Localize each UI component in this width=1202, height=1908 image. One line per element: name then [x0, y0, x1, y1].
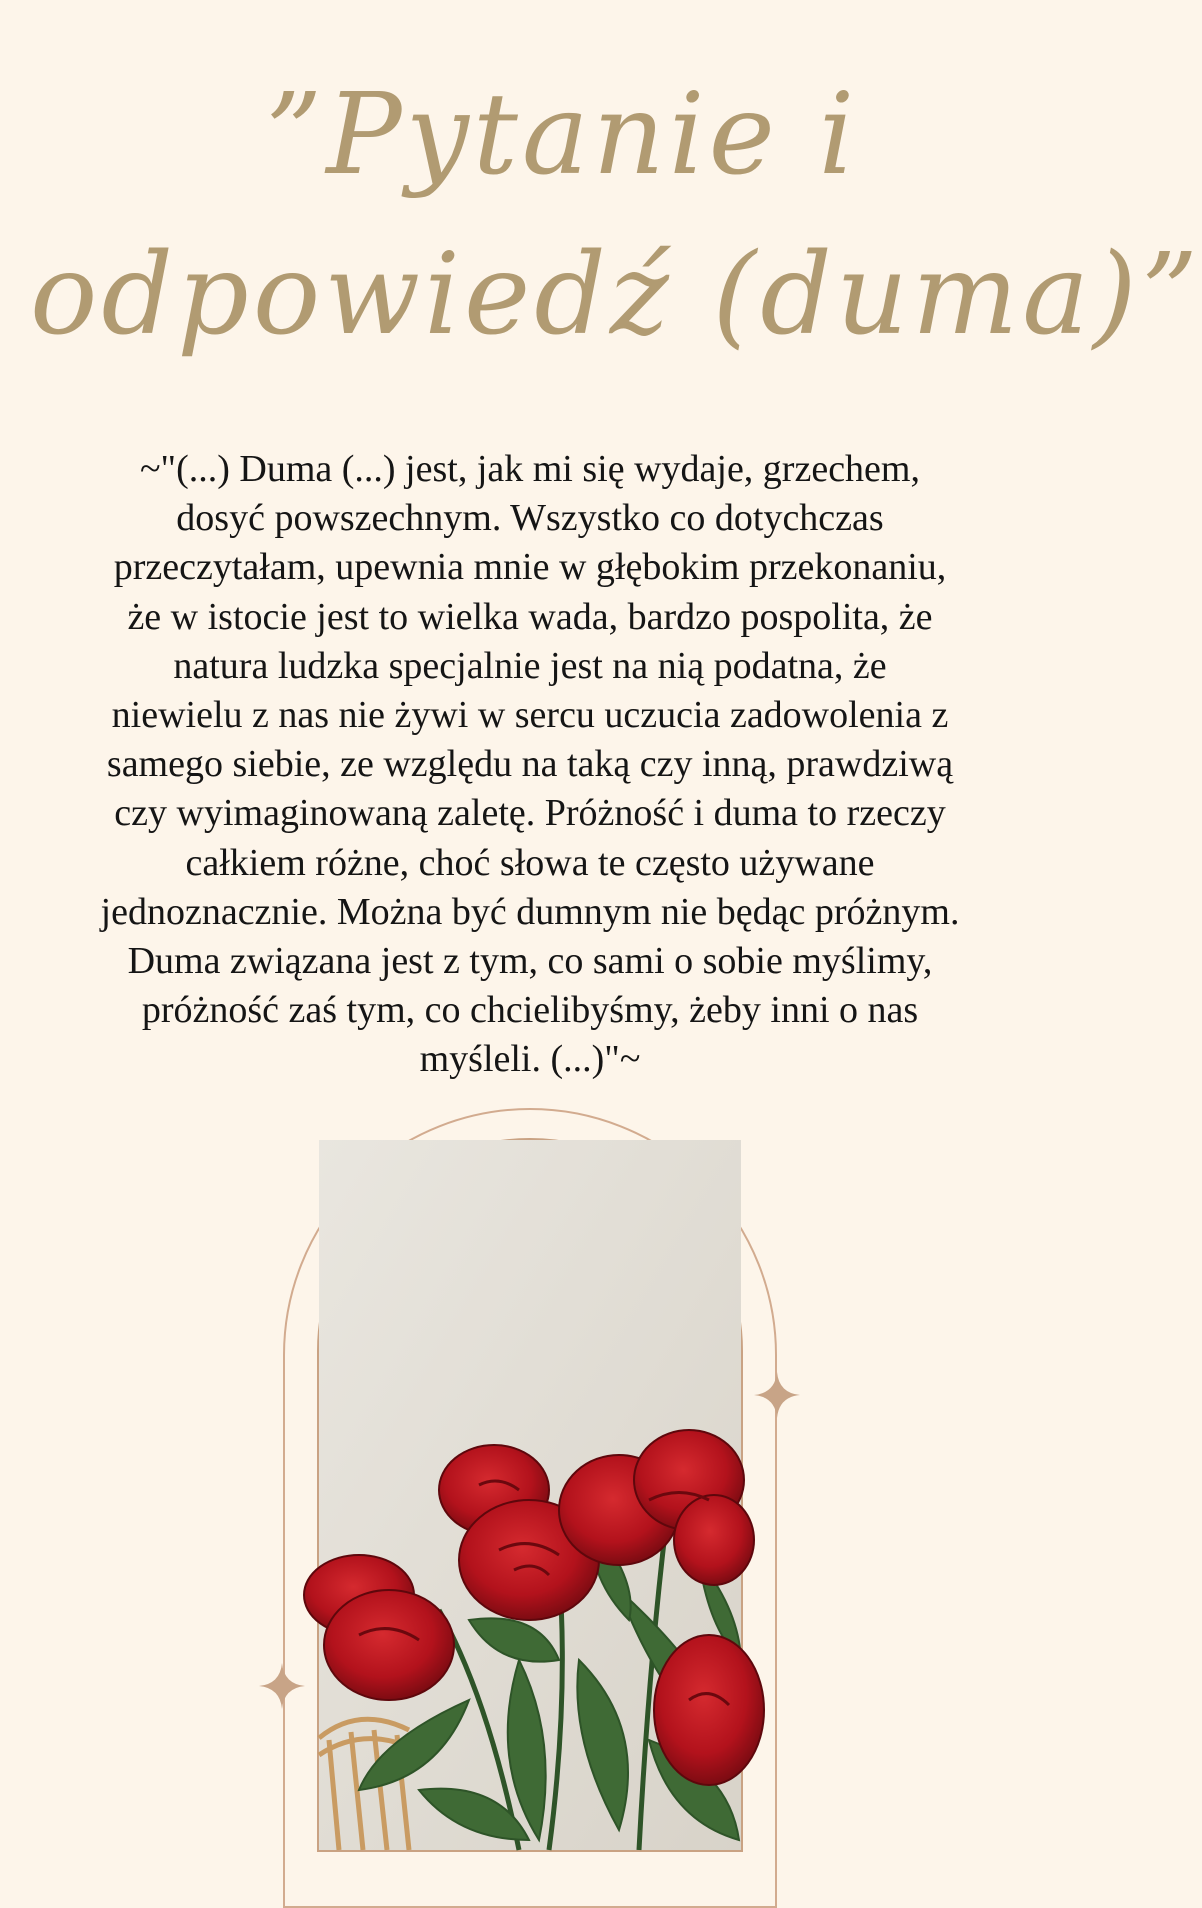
- sparkle-icon: [754, 1372, 800, 1418]
- roses-photo: [317, 1138, 743, 1852]
- sparkle-icon: [259, 1663, 305, 1709]
- page-title: [30, 30, 1202, 400]
- title-line-2: odpowiedź (duma)”: [30, 230, 1202, 360]
- quote-text: ~"(...) Duma (...) jest, jak mi się wydaje, grzechem, dosyć powszechnym. Wszystko co dotychczas przeczytałam, upewnia mnie w głębokim przekonaniu, że w istocie jest to wielka wada, bardzo pospolita, że natura ludzka specjalnie jest na nią podatna, że niewielu z nas nie żywi w sercu uczucia zadowolenia z samego siebie, ze względu na taką czy inną, prawdziwą czy wyimaginowaną zaletę. Próżność i duma to rzeczy całkiem różne, choć słowa te często używane jednoznacznie. Można być dumnym nie będąc próżnym. Duma związana jest z tym, co sami o sobie myślimy, próżność zaś tym, co chcielibyśmy, żeby inni o nas myśleli. (...)"~: [100, 448, 960, 1081]
- title-line-1: ”Pytanie i: [265, 70, 859, 200]
